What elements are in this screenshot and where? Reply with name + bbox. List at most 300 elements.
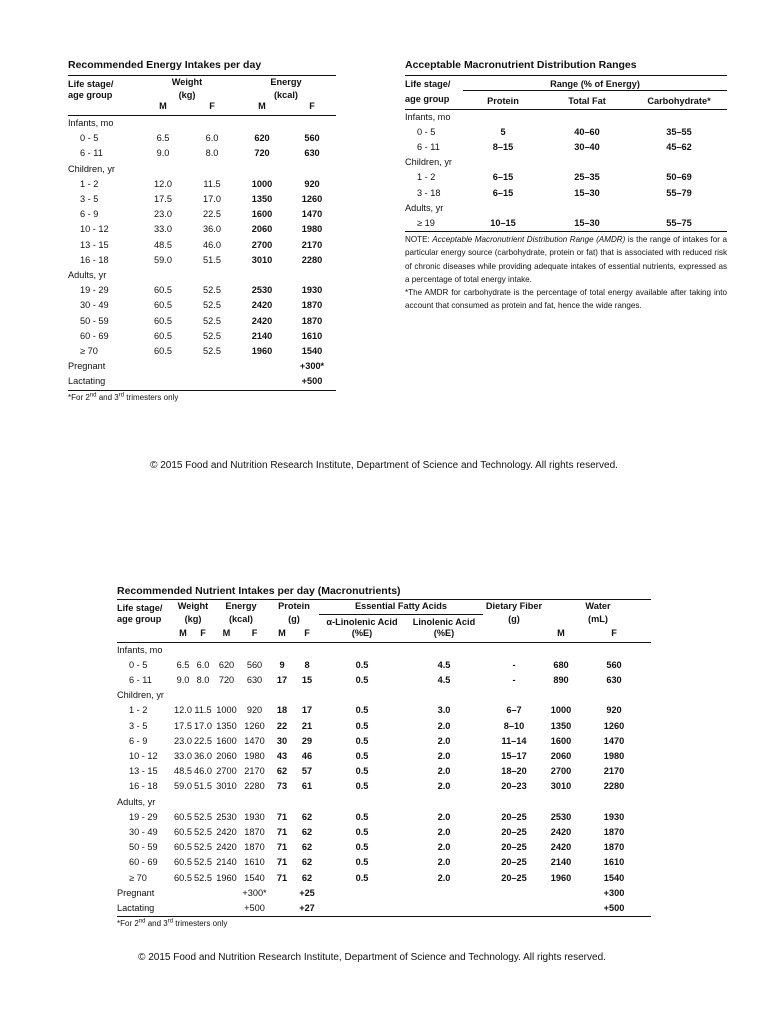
energy-f: 1610 xyxy=(244,857,265,868)
weight-f: 11.5 xyxy=(194,705,212,716)
protein-range: 6–15 xyxy=(492,187,514,198)
la-value: 2.0 xyxy=(437,811,451,822)
ala-value: 0.5 xyxy=(355,872,369,883)
group-label: Children, yr xyxy=(68,163,115,174)
weight-m: 6.5 xyxy=(156,133,170,144)
age-range: 50 - 59 xyxy=(80,315,109,326)
age-range: 0 - 5 xyxy=(129,659,148,670)
age-range: 16 - 18 xyxy=(80,254,109,265)
fiber-value: 20–25 xyxy=(501,857,527,868)
weight-f: 51.5 xyxy=(194,781,212,792)
age-range: 19 - 29 xyxy=(80,285,109,296)
nutrient-header-energy-unit: (kcal) xyxy=(228,614,253,624)
table-row xyxy=(117,688,651,703)
la-value: 4.5 xyxy=(437,659,451,670)
protein-m: 9 xyxy=(279,659,285,670)
age-range: ≥ 70 xyxy=(129,872,147,883)
water-f: 1930 xyxy=(603,811,625,822)
ala-value xyxy=(319,901,405,916)
protein-f: 62 xyxy=(301,842,313,853)
ala-value: 0.5 xyxy=(355,842,369,853)
table-row xyxy=(68,116,336,132)
energy-header-life-stage: Life stage/ xyxy=(68,79,114,89)
energy-f: +300* xyxy=(242,887,267,898)
nutrient-section xyxy=(117,585,651,928)
ala-value: 0.5 xyxy=(355,705,369,716)
age-range: 3 - 18 xyxy=(417,187,441,198)
group-label: Adults, yr xyxy=(405,202,444,213)
table-row xyxy=(117,642,651,658)
protein-f: 62 xyxy=(301,872,313,883)
protein-m: 71 xyxy=(276,826,288,837)
water-m xyxy=(545,886,577,901)
energy-table xyxy=(68,75,336,390)
protein-range: 6–15 xyxy=(492,172,514,183)
energy-f: 2280 xyxy=(244,781,265,792)
energy-m: 2420 xyxy=(251,315,273,326)
energy-m: 3010 xyxy=(251,254,273,265)
weight-f: 52.5 xyxy=(203,330,221,341)
energy-f: 1260 xyxy=(244,720,265,731)
table-row xyxy=(117,764,651,779)
nutrient-header-la-unit: (%E) xyxy=(433,627,455,638)
table-row xyxy=(68,344,336,359)
fiber-value: 11–14 xyxy=(501,735,527,746)
age-range: 6 - 11 xyxy=(80,148,103,159)
table-row xyxy=(68,146,336,161)
nutrient-body xyxy=(117,642,651,916)
age-range: 30 - 49 xyxy=(80,300,109,311)
nutrient-header-ala: α-Linolenic Acid xyxy=(326,616,398,627)
age-range: 0 - 5 xyxy=(80,133,99,144)
weight-f: 17.0 xyxy=(203,194,221,205)
protein-f: +25 xyxy=(299,887,315,898)
water-f: 2280 xyxy=(603,781,625,792)
protein-m: 71 xyxy=(276,842,288,853)
la-value xyxy=(405,901,483,916)
fiber-value: 20–23 xyxy=(501,781,527,792)
amdr-note-text: is the range of intakes for a particular energy source (carbohydrate, protein or fat) that is associated with reduced risk of chronic diseases while providing adequate intakes of essential nutrients, expressed as a percentage of total energy intake. xyxy=(405,235,727,284)
nutrient-header-efa: Essential Fatty Acids xyxy=(354,601,448,611)
la-value: 4.5 xyxy=(437,674,451,685)
weight-m: 23.0 xyxy=(174,735,192,746)
water-f: 560 xyxy=(606,659,622,670)
table-row xyxy=(68,192,336,207)
weight-f: 52.5 xyxy=(194,857,212,868)
energy-m: 2140 xyxy=(216,857,237,868)
table-row xyxy=(117,749,651,764)
weight-f: 52.5 xyxy=(203,346,221,357)
weight-f xyxy=(188,359,236,374)
table-row xyxy=(117,825,651,840)
ala-value: 0.5 xyxy=(355,720,369,731)
nutrient-header-water-unit: (mL) xyxy=(588,614,608,624)
age-range: 1 - 2 xyxy=(129,705,148,716)
weight-f: 6.0 xyxy=(205,133,219,144)
water-m: 1350 xyxy=(550,720,572,731)
energy-header-energy-m: M xyxy=(258,101,266,111)
table-row xyxy=(68,238,336,253)
weight-f: 36.0 xyxy=(194,750,212,761)
table-row xyxy=(405,140,727,155)
weight-m: 60.5 xyxy=(154,315,172,326)
la-value: 3.0 xyxy=(437,705,451,716)
nutrient-header-weight: Weight xyxy=(177,601,209,611)
weight-m: 17.5 xyxy=(174,720,192,731)
nutrient-header-protein: Protein xyxy=(278,601,310,611)
amdr-note-term: Acceptable Macronutrient Distribution Range (AMDR) xyxy=(432,235,626,245)
energy-f: 1870 xyxy=(244,826,265,837)
table-row xyxy=(405,186,727,201)
energy-section xyxy=(68,59,336,402)
energy-f: 2280 xyxy=(301,254,323,265)
fiber-value: 20–25 xyxy=(501,826,527,837)
nutrient-header-water-f: F xyxy=(611,627,617,638)
weight-f: 52.5 xyxy=(194,826,212,837)
energy-m xyxy=(213,886,240,901)
water-f: 1870 xyxy=(603,842,625,853)
water-f: 1610 xyxy=(603,857,625,868)
nutrient-header-fiber: Dietary Fiber xyxy=(485,601,543,611)
protein-f: 46 xyxy=(301,750,313,761)
fiber-value: 20–25 xyxy=(501,872,527,883)
weight-m: 48.5 xyxy=(174,766,192,777)
nutrient-header-la: Linolenic Acid xyxy=(412,616,476,627)
weight-f: 36.0 xyxy=(203,224,221,235)
weight-f xyxy=(193,901,213,916)
energy-m: 2420 xyxy=(251,300,273,311)
row-label: Pregnant xyxy=(117,887,155,898)
energy-m: 1600 xyxy=(251,209,273,220)
ala-value: 0.5 xyxy=(355,659,369,670)
age-range: 6 - 11 xyxy=(417,141,440,152)
energy-m: 1600 xyxy=(216,735,237,746)
age-range: 3 - 5 xyxy=(129,720,148,731)
carb-range: 55–75 xyxy=(666,217,692,228)
amdr-note xyxy=(405,231,727,312)
age-range: 0 - 5 xyxy=(417,126,436,137)
nutrient-header-protein-m: M xyxy=(278,627,286,638)
table-row xyxy=(405,201,727,216)
protein-f: 61 xyxy=(301,781,313,792)
age-range: 10 - 12 xyxy=(129,750,158,761)
ala-value: 0.5 xyxy=(355,674,369,685)
protein-m: 71 xyxy=(276,811,288,822)
la-value: 2.0 xyxy=(437,735,451,746)
protein-range: 10–15 xyxy=(490,217,516,228)
weight-m: 33.0 xyxy=(154,224,172,235)
age-range: 1 - 2 xyxy=(417,172,436,183)
protein-m: 30 xyxy=(276,735,288,746)
la-value: 2.0 xyxy=(437,750,451,761)
group-label: Infants, mo xyxy=(117,644,163,655)
energy-f: 1980 xyxy=(244,750,265,761)
energy-m: 2420 xyxy=(216,826,237,837)
amdr-header-range: Range (% of Energy) xyxy=(550,79,640,89)
energy-m: 1350 xyxy=(216,720,237,731)
fiber-value: 20–25 xyxy=(501,811,527,822)
weight-f: 46.0 xyxy=(194,766,212,777)
energy-m: 2060 xyxy=(251,224,273,235)
group-label: Infants, mo xyxy=(405,111,451,122)
fiber-value xyxy=(483,901,545,916)
weight-m: 60.5 xyxy=(174,857,192,868)
nutrient-table xyxy=(117,599,651,916)
weight-f: 52.5 xyxy=(194,811,212,822)
age-range: 19 - 29 xyxy=(129,811,158,822)
table-row xyxy=(117,810,651,825)
energy-m xyxy=(236,359,288,374)
energy-header-age-group: age group xyxy=(68,90,113,100)
ala-value xyxy=(319,886,405,901)
water-m: 1600 xyxy=(550,735,572,746)
table-row xyxy=(117,886,651,901)
protein-range: 8–15 xyxy=(492,141,514,152)
la-value: 2.0 xyxy=(437,872,451,883)
energy-m: 1960 xyxy=(216,872,237,883)
weight-f: 22.5 xyxy=(203,209,221,220)
fat-range: 25–35 xyxy=(574,172,600,183)
age-range: ≥ 70 xyxy=(80,346,98,357)
energy-m: 2140 xyxy=(251,330,273,341)
energy-m: 720 xyxy=(218,674,235,685)
energy-header-weight-m: M xyxy=(159,101,167,111)
water-m: 2530 xyxy=(550,811,572,822)
la-value: 2.0 xyxy=(437,826,451,837)
table-row xyxy=(68,329,336,344)
table-row xyxy=(68,162,336,177)
weight-f: 51.5 xyxy=(203,254,221,265)
nutrient-header-weight-m: M xyxy=(179,627,187,638)
nutrient-header-energy: Energy xyxy=(225,601,257,611)
nutrient-header-energy-f: F xyxy=(251,627,258,638)
protein-m: 43 xyxy=(276,750,288,761)
protein-f: 21 xyxy=(301,720,313,731)
amdr-title: Acceptable Macronutrient Distribution Ranges xyxy=(405,59,637,71)
weight-m xyxy=(173,886,193,901)
fiber-value xyxy=(483,886,545,901)
energy-f: 920 xyxy=(304,178,320,189)
copyright-bottom: © 2015 Food and Nutrition Research Institute, Department of Science and Technology. All rights reserved. xyxy=(138,952,606,963)
energy-f: 560 xyxy=(304,133,320,144)
water-f: +300 xyxy=(603,887,625,898)
protein-m: 17 xyxy=(276,674,288,685)
energy-m: 2700 xyxy=(216,766,237,777)
amdr-header-life-stage: Life stage/ xyxy=(405,79,451,89)
energy-m: 1350 xyxy=(251,194,273,205)
energy-footnote: *For 2nd and 3rd trimesters only xyxy=(68,390,336,402)
energy-m: 2060 xyxy=(216,750,237,761)
carb-range: 35–55 xyxy=(666,126,692,137)
water-f: 1980 xyxy=(603,750,625,761)
age-range: 6 - 11 xyxy=(129,674,152,685)
water-f: 1870 xyxy=(603,826,625,837)
carb-range: 45–62 xyxy=(666,141,692,152)
energy-header-energy-f: F xyxy=(309,101,315,111)
weight-m: 33.0 xyxy=(174,750,192,761)
weight-f: 22.5 xyxy=(194,735,212,746)
protein-m xyxy=(269,901,295,916)
table-row xyxy=(68,374,336,389)
protein-f: 17 xyxy=(301,705,313,716)
group-label: Children, yr xyxy=(117,690,164,701)
protein-m: 71 xyxy=(276,872,288,883)
nutrient-header-water-m: M xyxy=(557,627,565,638)
energy-m: 620 xyxy=(254,133,270,144)
energy-m: 2700 xyxy=(251,239,273,250)
water-m xyxy=(545,901,577,916)
nutrient-header-age-group: age group xyxy=(117,614,162,624)
table-row xyxy=(68,177,336,192)
table-row xyxy=(117,719,651,734)
energy-m: 1000 xyxy=(216,705,237,716)
energy-f: 1610 xyxy=(301,330,323,341)
amdr-note-carb: *The AMDR for carbohydrate is the percentage of total energy available after taking into account that consumed as protein and fat, hence the wide ranges. xyxy=(405,287,727,311)
water-m: 1960 xyxy=(550,872,572,883)
la-value: 2.0 xyxy=(437,720,451,731)
fiber-value: 8–10 xyxy=(503,720,525,731)
energy-f: 1260 xyxy=(301,194,323,205)
energy-f: 1980 xyxy=(301,224,323,235)
amdr-header-protein: Protein xyxy=(487,96,519,106)
energy-f: 1870 xyxy=(244,842,265,853)
weight-m: 60.5 xyxy=(174,872,192,883)
amdr-note-label: NOTE: xyxy=(405,235,433,245)
carb-range: 55–79 xyxy=(666,187,692,198)
la-value: 2.0 xyxy=(437,842,451,853)
table-row xyxy=(405,216,727,231)
weight-f: 11.5 xyxy=(203,178,221,189)
protein-f: 62 xyxy=(301,857,313,868)
energy-m: 720 xyxy=(254,148,270,159)
la-value: 2.0 xyxy=(437,857,451,868)
weight-m xyxy=(173,901,193,916)
fiber-value: 20–25 xyxy=(501,842,527,853)
weight-m: 9.0 xyxy=(176,674,190,685)
row-label: Lactating xyxy=(68,376,106,387)
protein-f: 62 xyxy=(301,826,313,837)
table-row xyxy=(117,901,651,916)
weight-f: 8.0 xyxy=(196,674,210,685)
group-label: Adults, yr xyxy=(68,270,107,281)
ala-value: 0.5 xyxy=(355,811,369,822)
fiber-value: 18–20 xyxy=(501,766,527,777)
nutrient-header-life-stage: Life stage/ xyxy=(117,603,163,613)
amdr-header-carb: Carbohydrate* xyxy=(647,96,711,106)
water-f: 1260 xyxy=(603,720,625,731)
energy-f: 2170 xyxy=(301,239,323,250)
la-value: 2.0 xyxy=(437,766,451,777)
energy-f: 1470 xyxy=(244,735,265,746)
weight-f: 52.5 xyxy=(203,315,221,326)
fat-range: 30–40 xyxy=(574,141,600,152)
amdr-header-fat: Total Fat xyxy=(568,96,606,106)
group-label: Infants, mo xyxy=(68,118,114,128)
nutrient-header-weight-f: F xyxy=(200,627,206,638)
age-range: 6 - 9 xyxy=(129,735,148,746)
weight-m: 60.5 xyxy=(154,330,172,341)
protein-m xyxy=(269,886,295,901)
energy-title: Recommended Energy Intakes per day xyxy=(68,59,262,71)
weight-m: 60.5 xyxy=(154,346,172,357)
protein-m: 62 xyxy=(276,766,288,777)
fiber-value: 15–17 xyxy=(501,750,527,761)
weight-m: 60.5 xyxy=(174,842,192,853)
table-row xyxy=(117,779,651,794)
amdr-body xyxy=(405,109,727,231)
energy-f: 1870 xyxy=(301,300,323,311)
table-row xyxy=(68,268,336,283)
table-row xyxy=(68,283,336,298)
weight-f: 8.0 xyxy=(205,148,219,159)
weight-m xyxy=(138,359,188,374)
protein-f: 62 xyxy=(301,811,313,822)
table-row xyxy=(117,734,651,749)
ala-value: 0.5 xyxy=(355,857,369,868)
table-row xyxy=(405,109,727,125)
ala-value: 0.5 xyxy=(355,735,369,746)
nutrient-title: Recommended Nutrient Intakes per day (Macronutrients) xyxy=(117,585,401,597)
age-range: 10 - 12 xyxy=(80,224,109,235)
water-f: 920 xyxy=(606,705,622,716)
protein-m: 18 xyxy=(276,705,288,716)
energy-m: 620 xyxy=(218,659,235,670)
amdr-header-age-group: age group xyxy=(405,93,450,104)
weight-m: 60.5 xyxy=(154,285,172,296)
water-m: 2420 xyxy=(550,842,572,853)
energy-header-weight-f: F xyxy=(209,101,215,111)
ala-value: 0.5 xyxy=(355,826,369,837)
water-f: 630 xyxy=(606,674,622,685)
water-m: 1000 xyxy=(550,705,572,716)
weight-m: 60.5 xyxy=(174,826,192,837)
energy-f: 2170 xyxy=(244,766,265,777)
table-row xyxy=(68,314,336,329)
protein-f: 57 xyxy=(301,766,313,777)
table-row xyxy=(117,840,651,855)
weight-m: 23.0 xyxy=(154,209,172,220)
table-row xyxy=(68,359,336,374)
weight-m: 59.0 xyxy=(174,781,192,792)
energy-f: 560 xyxy=(246,659,263,670)
water-f: 1470 xyxy=(603,735,625,746)
copyright-top: © 2015 Food and Nutrition Research Institute, Department of Science and Technology. All rights reserved. xyxy=(150,460,618,471)
fiber-value: 6–7 xyxy=(506,705,522,716)
age-range: 1 - 2 xyxy=(80,178,99,189)
table-row xyxy=(117,658,651,673)
energy-m: 2530 xyxy=(216,811,237,822)
weight-m: 6.5 xyxy=(176,659,190,670)
table-row xyxy=(405,155,727,170)
row-label: Pregnant xyxy=(68,361,106,372)
protein-m: 73 xyxy=(276,781,288,792)
ala-value: 0.5 xyxy=(355,766,369,777)
age-range: 16 - 18 xyxy=(129,781,158,792)
age-range: 13 - 15 xyxy=(80,239,109,250)
energy-f: +500 xyxy=(301,376,323,387)
fiber-value: - xyxy=(512,674,516,685)
ala-value: 0.5 xyxy=(355,781,369,792)
table-row xyxy=(405,125,727,140)
age-range: ≥ 19 xyxy=(417,217,435,228)
protein-f: 29 xyxy=(301,735,313,746)
energy-f: 1870 xyxy=(301,315,323,326)
energy-f: 630 xyxy=(304,148,320,159)
weight-f: 52.5 xyxy=(203,300,221,311)
weight-f xyxy=(193,886,213,901)
water-m: 890 xyxy=(553,674,569,685)
nutrient-header-protein-unit: (g) xyxy=(288,614,300,624)
